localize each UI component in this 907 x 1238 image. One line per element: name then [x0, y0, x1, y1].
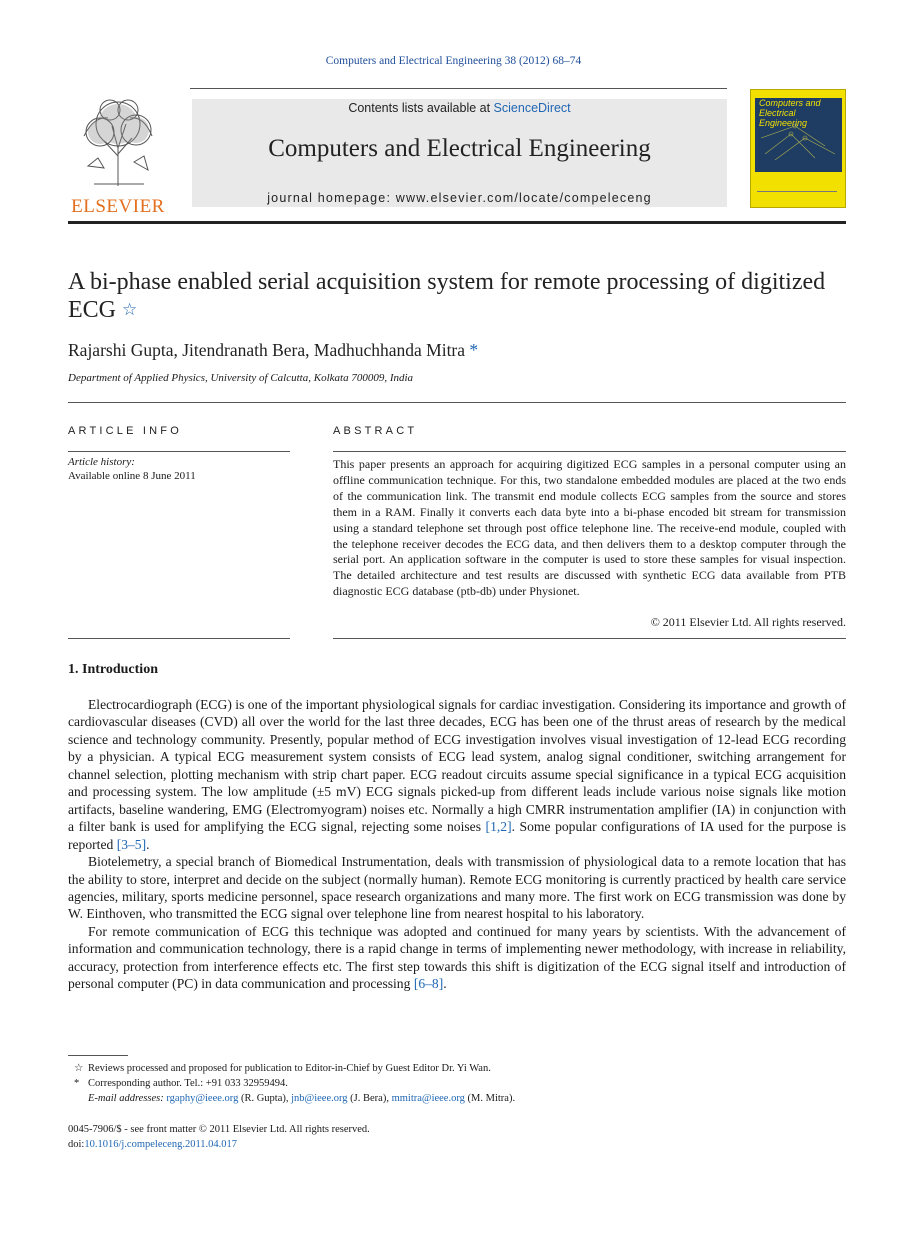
- article-title-text: A bi-phase enabled serial acquisition system for remote processing of digitized ECG: [68, 269, 826, 323]
- email-owner-bera: (J. Bera),: [347, 1093, 392, 1104]
- journal-homepage[interactable]: journal homepage: www.elsevier.com/locate/compeleceng: [267, 191, 652, 205]
- email-label: E-mail addresses:: [88, 1093, 167, 1104]
- front-matter-info: [68, 1122, 568, 1152]
- header-top-rule: [190, 88, 727, 89]
- email-link-gupta[interactable]: rgaphy@ieee.org: [166, 1093, 239, 1104]
- article-info-rule: [68, 451, 290, 452]
- cover-footer: [757, 191, 837, 201]
- footnote-editor: [68, 1061, 846, 1076]
- cover-title: Computers and Electrical Engineering: [759, 98, 821, 128]
- journal-citation[interactable]: Computers and Electrical Engineering 38 (2012) 68–74: [325, 55, 582, 67]
- article-info-bottom-rule: [68, 638, 290, 639]
- footnote-editor-text: Reviews processed and proposed for publication to Editor-in-Chief by Guest Editor Dr. Yi Wan.: [88, 1063, 491, 1074]
- email-link-bera[interactable]: jnb@ieee.org: [291, 1093, 348, 1104]
- article-history-label: Article history:: [68, 456, 135, 468]
- issn-line: 0045-7906/$ - see front matter © 2011 Elsevier Ltd. All rights reserved.: [68, 1124, 370, 1135]
- footnotes: [68, 1061, 846, 1106]
- paragraph-1-text-a: Electrocardiograph (ECG) is one of the important physiological signals for cardiac investigation. Considering its importance and growth of cardiovascular diseases (CVD) all over the world for the last three decades, ECG has been one of the thrust areas of research by the medical science and technology community. Presently, popular method of ECG investigation involves visual investigation of 12-lead ECG recording by a physician. A typical ECG measurement system consists of ECG lead system, analog signal conditioner, switching arrangement for channel selection, plotting mechanism with strip chart paper. ECG readout circuits assume special significance in a typical ECG acquisition and processing system. The low amplitude (±5 mV) ECG signals picked-up from different leads include various noise signals like motion artifacts, baseline wandering, EMG (Electromyogram) noises etc. Normally a high CMRR instrumentation amplifier (IA) in conjunction with a filter bank is used for amplifying the ECG signal, rejecting some noises: [68, 697, 846, 835]
- journal-title: Computers and Electrical Engineering: [268, 135, 651, 162]
- journal-cover: [750, 89, 846, 208]
- doi-line: [68, 1137, 568, 1152]
- cover-circuit-icon: [755, 98, 842, 172]
- footnote-emails: [68, 1091, 846, 1106]
- paragraph-1-text-b: . Some popular configurations of IA used for the purpose is reported: [68, 819, 847, 852]
- footnote-corresponding: [68, 1076, 846, 1091]
- paragraph-1-text-c: .: [146, 836, 150, 852]
- abstract-text: This paper presents an approach for acquiring digitized ECG samples in a personal computer using an offline communication technique. For this, two standalone embedded modules are placed at the two ends of the communication link. The transmit end module collects ECG samples from the source and stores them in a RAM. Finally it converts each data byte into a bi-phase encoded bit stream for transmission using a standard telephone set through post office telephone line. The receive-end module, coupled with the telephone receiver decodes the ECG data, and then delivers them to a desktop computer through the serial port. An application software in the computer is used to store these samples for visual inspection. The detailed architecture and test results are discussed with synthetic ECG data available from PTB diagnostic ECG database (ptb-db) under Physionet.: [333, 457, 846, 599]
- info-top-rule: [68, 402, 846, 403]
- header-bottom-rule: [68, 221, 846, 224]
- paragraph-3: [68, 923, 846, 993]
- abstract-heading: ABSTRACT: [333, 425, 418, 437]
- footnote-corresponding-text: Corresponding author. Tel.: +91 033 32959494.: [88, 1078, 288, 1089]
- authors-text: Rajarshi Gupta, Jitendranath Bera, Madhuchhanda Mitra: [68, 340, 466, 360]
- email-link-mitra[interactable]: mmitra@ieee.org: [391, 1093, 465, 1104]
- journal-banner: [192, 99, 727, 207]
- introduction-body: [68, 696, 846, 993]
- abstract-rule: [333, 451, 846, 452]
- sciencedirect-link[interactable]: ScienceDirect: [493, 101, 571, 115]
- citation-link-3-5[interactable]: [3–5]: [116, 836, 147, 852]
- paragraph-3-text-b: .: [443, 976, 447, 992]
- paragraph-3-text-a: For remote communication of ECG this technique was adopted and continued for many years by scientists. With the advancement of information and communication technology, there is a rapid change in terms of implementing newer methodology, with increase in reliability, accuracy, protection from interference effects etc. The first step towards this shift is digitization of the ECG signal itself and introduction of personal computer (PC) in data communication and processing: [68, 923, 846, 992]
- contents-prefix: Contents lists available at: [348, 101, 494, 115]
- cover-image: [755, 98, 842, 172]
- article-history-value: Available online 8 June 2011: [68, 470, 196, 482]
- abstract-bottom-rule: [333, 638, 846, 639]
- footnote-star-mark: ☆: [74, 1063, 84, 1074]
- corresponding-author-mark[interactable]: *: [469, 340, 479, 360]
- email-owner-mitra: (M. Mitra).: [464, 1093, 516, 1104]
- abstract-copyright: © 2011 Elsevier Ltd. All rights reserved.: [650, 615, 846, 629]
- affiliation: Department of Applied Physics, University of Calcutta, Kolkata 700009, India: [68, 372, 414, 384]
- article-info-heading: ARTICLE INFO: [68, 425, 182, 437]
- journal-header: [68, 88, 846, 216]
- paragraph-2: Biotelemetry, a special branch of Biomedical Instrumentation, deals with transmission of physiological data to a remote location that has the ability to store, interpret and decide on the subject (normally human). Remote ECG monitoring is currently practiced by health care service agencies, military, sports medicine personnel, space research organizations and many more. The first work on ECG transmission was done by W. Einthoven, who transmitted the ECG signal over telephone line from nearest hospital to his laboratory.: [68, 854, 846, 922]
- publisher-name: ELSEVIER: [71, 196, 165, 217]
- footnote-rule: [68, 1055, 128, 1056]
- author-list: [68, 340, 828, 361]
- article-title: [68, 268, 828, 324]
- footnote-asterisk-mark: *: [74, 1078, 80, 1089]
- title-footnote-mark[interactable]: ☆: [122, 300, 138, 319]
- citation-link-1-2[interactable]: [1,2]: [485, 819, 512, 835]
- doi-link[interactable]: 10.1016/j.compeleceng.2011.04.017: [84, 1139, 238, 1150]
- doi-prefix: doi:: [68, 1139, 85, 1150]
- tree-logo-icon: [74, 96, 162, 188]
- contents-line: [192, 101, 727, 115]
- section-heading-introduction: 1. Introduction: [68, 662, 158, 677]
- citation-link-6-8[interactable]: [6–8]: [413, 976, 444, 992]
- paragraph-1: [68, 696, 846, 853]
- publisher-logo: [68, 96, 168, 217]
- email-owner-gupta: (R. Gupta),: [238, 1093, 292, 1104]
